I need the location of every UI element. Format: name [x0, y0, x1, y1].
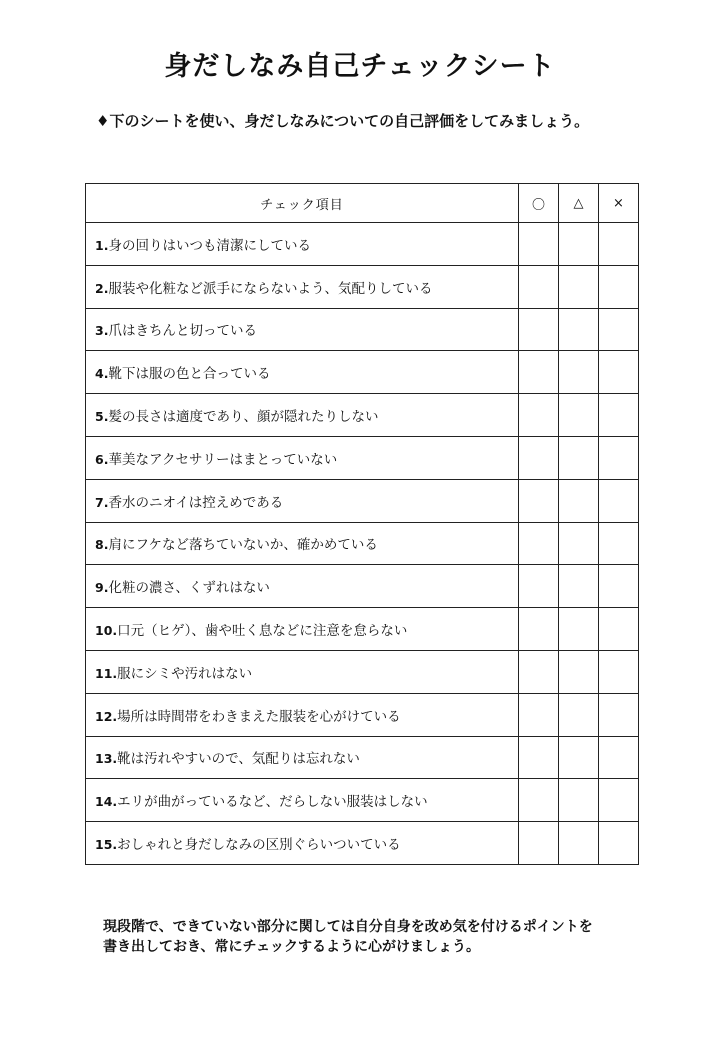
item-text: エリが曲がっているなど、だらしない服装はしない: [117, 794, 428, 811]
mark-cell-cross[interactable]: [599, 265, 639, 308]
item-number: 14.: [95, 794, 118, 810]
mark-cell-circle[interactable]: [519, 565, 559, 608]
check-item: [86, 565, 519, 608]
table-row: [86, 308, 639, 351]
checklist-table: [85, 183, 639, 865]
mark-cell-circle[interactable]: [519, 308, 559, 351]
item-text: 服装や化粧など派手にならないよう、気配りしている: [108, 280, 433, 297]
mark-cell-circle[interactable]: [519, 608, 559, 651]
item-number: 15.: [95, 837, 118, 853]
table-row: [86, 436, 639, 479]
footer-line-2: 書き出しておき、常にチェックするように心がけましょう。: [103, 939, 481, 955]
check-item: [86, 223, 519, 266]
check-item: [86, 351, 519, 394]
mark-cell-triangle[interactable]: [559, 565, 599, 608]
mark-cell-triangle[interactable]: [559, 436, 599, 479]
check-item: [86, 779, 519, 822]
footer-note: [103, 917, 663, 957]
mark-cell-circle[interactable]: [519, 779, 559, 822]
check-item: [86, 308, 519, 351]
mark-cell-circle[interactable]: [519, 223, 559, 266]
header-triangle-mark: △: [559, 184, 599, 223]
item-number: 12.: [95, 708, 118, 724]
check-item: [86, 436, 519, 479]
mark-cell-triangle[interactable]: [559, 479, 599, 522]
mark-cell-cross[interactable]: [599, 779, 639, 822]
table-row: [86, 223, 639, 266]
item-number: 11.: [95, 665, 118, 681]
mark-cell-cross[interactable]: [599, 822, 639, 865]
item-text: 華美なアクセサリーはまとっていない: [108, 451, 338, 468]
check-item: [86, 479, 519, 522]
mark-cell-cross[interactable]: [599, 308, 639, 351]
mark-cell-cross[interactable]: [599, 223, 639, 266]
item-text: 場所は時間帯をわきまえた服装を心がけている: [117, 708, 401, 725]
item-number: 6.: [95, 451, 109, 467]
mark-cell-circle[interactable]: [519, 822, 559, 865]
mark-cell-cross[interactable]: [599, 479, 639, 522]
mark-cell-circle[interactable]: [519, 650, 559, 693]
table-row: [86, 351, 639, 394]
instruction-text: ♦下のシートを使い、身だしなみについての自己評価をしてみましょう。: [96, 112, 590, 130]
check-item: [86, 608, 519, 651]
item-number: 4.: [95, 366, 109, 382]
check-item: [86, 265, 519, 308]
table-row: [86, 394, 639, 437]
item-text: 香水のニオイは控えめである: [108, 494, 284, 511]
mark-cell-cross[interactable]: [599, 608, 639, 651]
table-row: [86, 736, 639, 779]
mark-cell-triangle[interactable]: [559, 779, 599, 822]
table-row: [86, 822, 639, 865]
table-row: [86, 779, 639, 822]
mark-cell-circle[interactable]: [519, 479, 559, 522]
mark-cell-triangle[interactable]: [559, 822, 599, 865]
item-text: 肩にフケなど落ちていないか、確かめている: [108, 537, 378, 554]
mark-cell-cross[interactable]: [599, 565, 639, 608]
table-row: [86, 479, 639, 522]
page-title: 身だしなみ自己チェックシート: [164, 51, 556, 82]
mark-cell-cross[interactable]: [599, 522, 639, 565]
table-row: [86, 693, 639, 736]
check-item: [86, 650, 519, 693]
table-row: [86, 265, 639, 308]
item-number: 9.: [95, 580, 109, 596]
item-text: おしゃれと身だしなみの区別ぐらいついている: [117, 837, 401, 854]
table-row: [86, 608, 639, 651]
mark-cell-triangle[interactable]: [559, 522, 599, 565]
check-item: [86, 822, 519, 865]
mark-cell-triangle[interactable]: [559, 223, 599, 266]
mark-cell-circle[interactable]: [519, 436, 559, 479]
item-text: 身の回りはいつも清潔にしている: [108, 237, 311, 254]
mark-cell-cross[interactable]: [599, 436, 639, 479]
mark-cell-triangle[interactable]: [559, 693, 599, 736]
mark-cell-cross[interactable]: [599, 351, 639, 394]
mark-cell-circle[interactable]: [519, 265, 559, 308]
mark-cell-triangle[interactable]: [559, 308, 599, 351]
header-cross-mark: ×: [599, 184, 639, 223]
item-number: 7.: [95, 494, 109, 510]
mark-cell-circle[interactable]: [519, 693, 559, 736]
mark-cell-triangle[interactable]: [559, 650, 599, 693]
mark-cell-circle[interactable]: [519, 736, 559, 779]
table-row: [86, 565, 639, 608]
mark-cell-triangle[interactable]: [559, 394, 599, 437]
table-row: [86, 650, 639, 693]
mark-cell-circle[interactable]: [519, 522, 559, 565]
footer-line-1: 現段階で、できていない部分に関しては自分自身を改め気を付けるポイントを: [103, 919, 593, 935]
check-item: [86, 693, 519, 736]
item-text: 靴下は服の色と合っている: [108, 366, 271, 383]
item-number: 10.: [95, 623, 118, 639]
item-number: 13.: [95, 751, 118, 767]
check-item: [86, 522, 519, 565]
item-text: 口元（ヒゲ）、歯や吐く息などに注意を怠らない: [117, 623, 408, 640]
item-text: 化粧の濃さ、くずれはない: [108, 580, 270, 597]
table-header-row: [86, 184, 639, 223]
mark-cell-triangle[interactable]: [559, 736, 599, 779]
table-row: [86, 522, 639, 565]
item-number: 8.: [95, 537, 109, 553]
mark-cell-circle[interactable]: [519, 351, 559, 394]
mark-cell-triangle[interactable]: [559, 265, 599, 308]
mark-cell-cross[interactable]: [599, 693, 639, 736]
item-text: 靴は汚れやすいので、気配りは忘れない: [117, 751, 360, 768]
item-text: 服にシミや汚れはない: [117, 665, 253, 682]
check-item: [86, 394, 519, 437]
item-text: 髪の長さは適度であり、顔が隠れたりしない: [108, 409, 379, 426]
item-number: 5.: [95, 409, 109, 425]
mark-cell-triangle[interactable]: [559, 608, 599, 651]
item-text: 爪はきちんと切っている: [108, 323, 257, 340]
check-item: [86, 736, 519, 779]
mark-cell-cross[interactable]: [599, 736, 639, 779]
item-number: 1.: [95, 237, 109, 253]
header-circle-mark: 〇: [519, 184, 559, 223]
header-check-items: チェック項目: [86, 184, 519, 223]
mark-cell-circle[interactable]: [519, 394, 559, 437]
mark-cell-cross[interactable]: [599, 650, 639, 693]
item-number: 3.: [95, 323, 109, 339]
mark-cell-triangle[interactable]: [559, 351, 599, 394]
mark-cell-cross[interactable]: [599, 394, 639, 437]
item-number: 2.: [95, 280, 109, 296]
